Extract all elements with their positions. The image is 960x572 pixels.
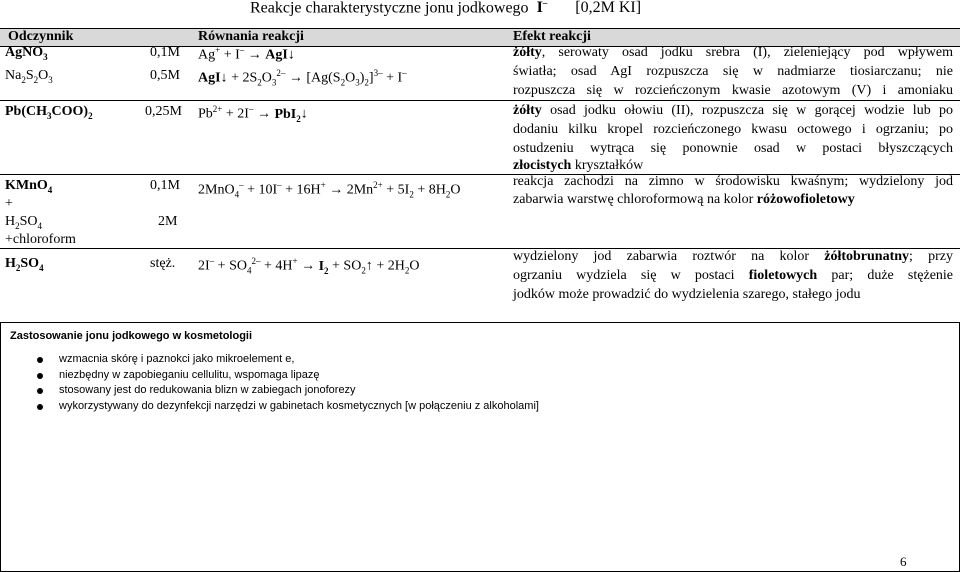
cosmetology-list [37,352,539,414]
effect-pb-line3: ostudzeniu wytrąca się ponownie osad w postaci błyszczących [513,141,953,156]
row-divider [0,100,960,101]
conc-pb: 0,25M [145,104,182,119]
equation-h2so4: $2I^- + SO_4^{2-} + 4H^+ \to I_2$ + $SO_2↑ + 2H_2O$ [198,256,420,276]
effect-agi-line3: rozpuszcza się w rozcieńczonym kwasie azotowym (V) i amoniaku [513,83,953,98]
list-item: wykorzystywany do dezynfekcji narzędzi w gabinetach kosmetycznych [w połączeniu z alkoholami] [37,399,539,415]
effect-kmno4-line2: zabarwia warstwę chloroformową na kolor różowofioletowy [513,192,855,207]
conc-h2so4-conc: stęż. [150,256,176,271]
effect-pb-line4: złocistych kryształków [513,158,644,173]
header-reagent: Odczynnik [8,29,74,44]
reagent-pb: $Pb(CH_3COO)_2$ [5,104,93,121]
conc-h2so4-dilute: 2M [158,214,178,229]
page-number: 6 [900,554,907,569]
list-item: niezbędny w zapobieganiu cellulitu, wspomaga lipazę [37,368,539,384]
conc-kmno4: 0,1M [150,178,180,193]
header-equation: Równania reakcji [198,29,304,44]
equation-agno3: Ag+ + I– → AgI↓ [198,45,295,63]
title-concentration: [0,2M KI] [575,0,642,17]
effect-h2so4-line3: jodków może prowadzić do wydzielenia szarego, stałego jodu [513,287,861,302]
effect-agi-line2: światła; osad AgI rozpuszcza się w nadmiarze tiosiarczanu; nie [513,64,953,79]
header-effect: Efekt reakcji [513,29,591,44]
effect-h2so4-line2: ogrzaniu wydziela się w postaci fioletowych par; duże stężenie [513,268,954,283]
effect-agi-line1: żółty, serowaty osad jodku srebra (I), zieleniejący pod wpływem [513,45,953,60]
effect-h2so4-line1: wydzielony jod zabarwia roztwór na kolor żółtobrunatny; przy [513,249,953,264]
reagent-kmno4: KMnO$_4$ [5,178,53,195]
reagent-h2so4-conc: $H_2SO_4$ [5,256,44,273]
conc-na2s2o3: 0,5M [150,68,180,83]
equation-pb: $Pb^{2+} + 2I^-$ → PbI$_2$↓ [198,104,308,124]
reagent-chloroform: +chloroform [5,232,76,247]
page-title [250,0,641,17]
effect-pb-line1: żółty osad jodku ołowiu (II), rozpuszcza się w gorącej wodzie lub po [513,103,953,118]
equation-na2s2o3: AgI↓ + $2S_2O_3^{2-} \to [Ag(S_2O_3)_2]^{3-} + I^-$ [198,68,407,88]
list-item: wzmacnia skórę i paznokci jako mikroelement e, [37,352,539,368]
reagent-na2s2o3: $Na_2S_2O_3$ [5,68,53,85]
effect-pb-line2: dodaniu kilku kropel rozcieńczonego kwasu octowego i ogrzaniu; po [513,122,953,137]
list-item: stosowany jest do redukowania blizn w zabiegach jonoforezy [37,383,539,399]
effect-kmno4-line1: reakcja zachodzi na zimno w środowisku kwaśnym; wydzielony jod [513,174,953,189]
reagent-agno3: AgNO$_3$ [5,45,48,62]
reagent-plus: + [5,196,13,211]
cosmetology-heading: Zastosowanie jonu jodkowego w kosmetologii [10,330,253,342]
equation-kmno4: $2MnO_4^- + 10I^- + 16H^+ \to 2Mn^{2+} + 5I_2 + 8H_2O$ [198,180,461,200]
title-ion: I– [536,0,548,17]
title-text: Reakcje charakterystyczne jonu jodkowego [250,0,529,17]
reagent-h2so4-dilute: $H_2SO_4$ [5,214,43,231]
conc-agno3: 0,1M [150,45,180,60]
